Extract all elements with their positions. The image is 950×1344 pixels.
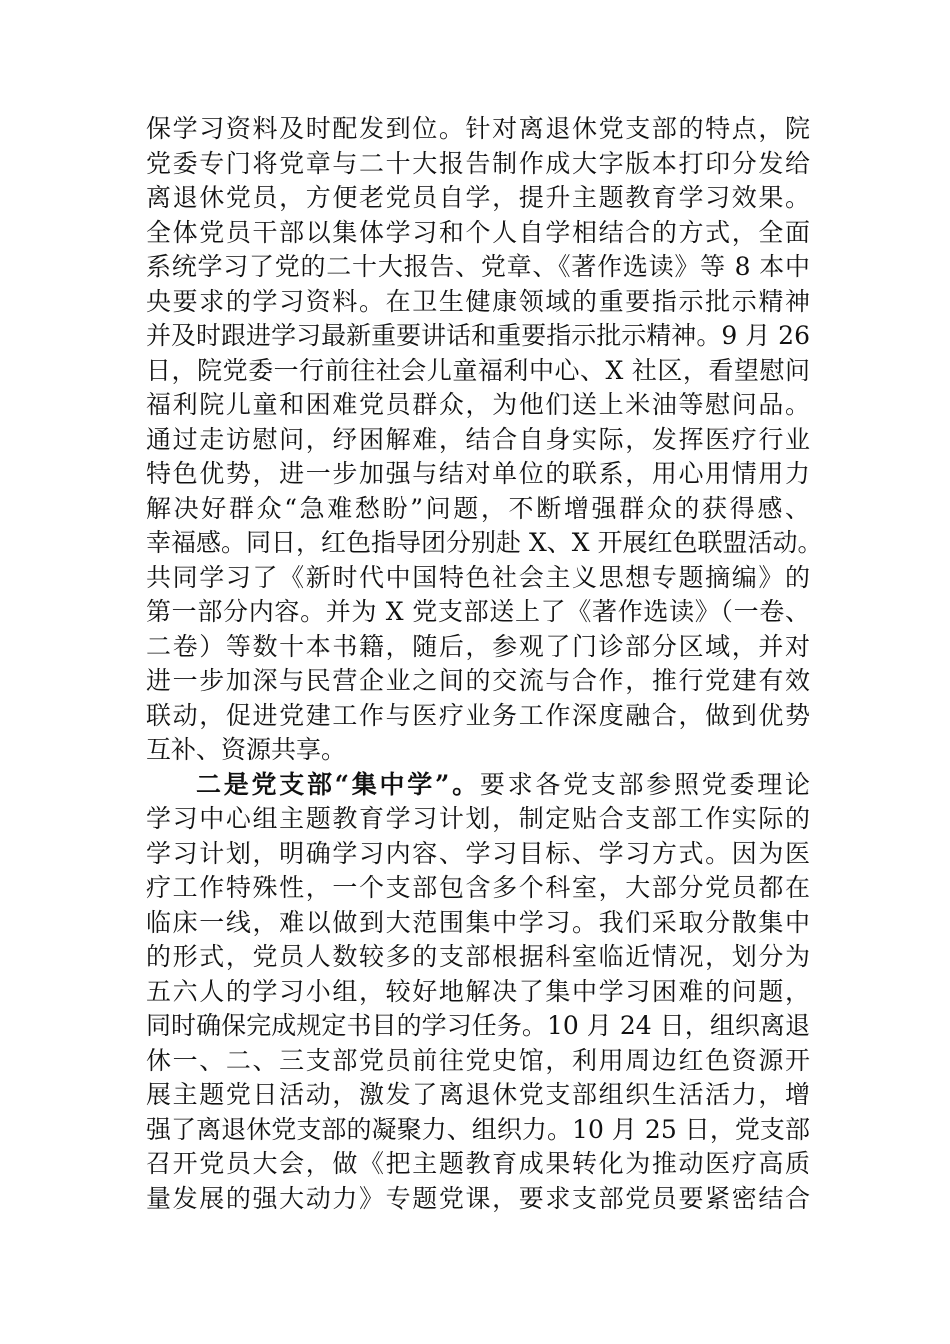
text-line: 离退休党员，方便老党员自学，提升主题教育学习效果。 — [146, 183, 810, 212]
text-line: 通过走访慰问，纾困解难，结合自身实际，发挥医疗行业 — [146, 424, 810, 454]
text-line: 二卷）等数十本书籍，随后，参观了门诊部分区域，并对 — [146, 631, 810, 661]
text-line: 系统学习了党的二十大报告、党章、《著作选读》等 8 本中 — [146, 252, 810, 281]
text-line: 量发展的强大动力》专题党课，要求支部党员要紧密结合 — [146, 1183, 810, 1213]
text-line: 共同学习了《新时代中国特色社会主义思想专题摘编》的 — [146, 562, 810, 592]
text-line: 临床一线，难以做到大范围集中学习。我们采取分散集中 — [146, 907, 810, 937]
text-line: 强了离退休党支部的凝聚力、组织力。10 月 25 日，党支部 — [146, 1114, 810, 1144]
text-line: 召开党员大会，做《把主题教育成果转化为推动医疗高质 — [146, 1149, 810, 1178]
text-line: 保学习资料及时配发到位。针对离退休党支部的特点，院 — [146, 114, 810, 143]
text-line: 互补、资源共享。 — [146, 735, 347, 764]
text-run: 要求各党支部参照党委理论 — [479, 769, 810, 799]
text-line: 进一步加深与民营企业之间的交流与合作，推行党建有效 — [146, 666, 810, 695]
text-line: 幸福感。同日，红色指导团分别赴 X、X 开展红色联盟活动。 — [146, 528, 823, 557]
section-heading: 二是党支部“集中学”。 — [196, 769, 480, 799]
text-line: 休一、二、三支部党员前往党史馆，利用周边红色资源开 — [146, 1045, 810, 1075]
text-line: 疗工作特殊性，一个支部包含多个科室，大部分党员都在 — [146, 873, 810, 902]
text-line: 第一部分内容。并为 X 党支部送上了《著作选读》（一卷、 — [146, 597, 810, 626]
text-line: 并及时跟进学习最新重要讲话和重要指示批示精神。9 月 26 — [146, 321, 810, 350]
text-line: 党委专门将党章与二十大报告制作成大字版本打印分发给 — [146, 148, 810, 178]
text-line: 特色优势，进一步加强与结对单位的联系，用心用情用力 — [146, 459, 810, 488]
text-line: 福利院儿童和困难党员群众，为他们送上米油等慰问品。 — [146, 390, 810, 419]
text-line-first — [146, 768, 810, 803]
document-page — [146, 112, 823, 1216]
paragraph-1 — [146, 112, 823, 768]
text-line: 的形式，党员人数较多的支部根据科室临近情况，划分为 — [146, 942, 810, 971]
text-line: 全体党员干部以集体学习和个人自学相结合的方式，全面 — [146, 217, 810, 247]
text-line: 解决好群众“急难愁盼”问题，不断增强群众的获得感、 — [146, 493, 810, 523]
text-line: 展主题党日活动，激发了离退休党支部组织生活活力，增 — [146, 1080, 810, 1109]
text-line: 日，院党委一行前往社会儿童福利中心、X 社区，看望慰问 — [146, 355, 810, 385]
text-line: 五六人的学习小组，较好地解决了集中学习困难的问题， — [146, 976, 810, 1006]
text-line: 联动，促进党建工作与医疗业务工作深度融合，做到优势 — [146, 700, 810, 730]
text-line: 学习中心组主题教育学习计划，制定贴合支部工作实际的 — [146, 804, 810, 833]
paragraph-2 — [146, 768, 810, 1217]
text-line: 央要求的学习资料。在卫生健康领域的重要指示批示精神 — [146, 286, 810, 316]
text-line: 同时确保完成规定书目的学习任务。10 月 24 日，组织离退 — [146, 1011, 810, 1040]
text-line: 学习计划，明确学习内容、学习目标、学习方式。因为医 — [146, 838, 810, 868]
